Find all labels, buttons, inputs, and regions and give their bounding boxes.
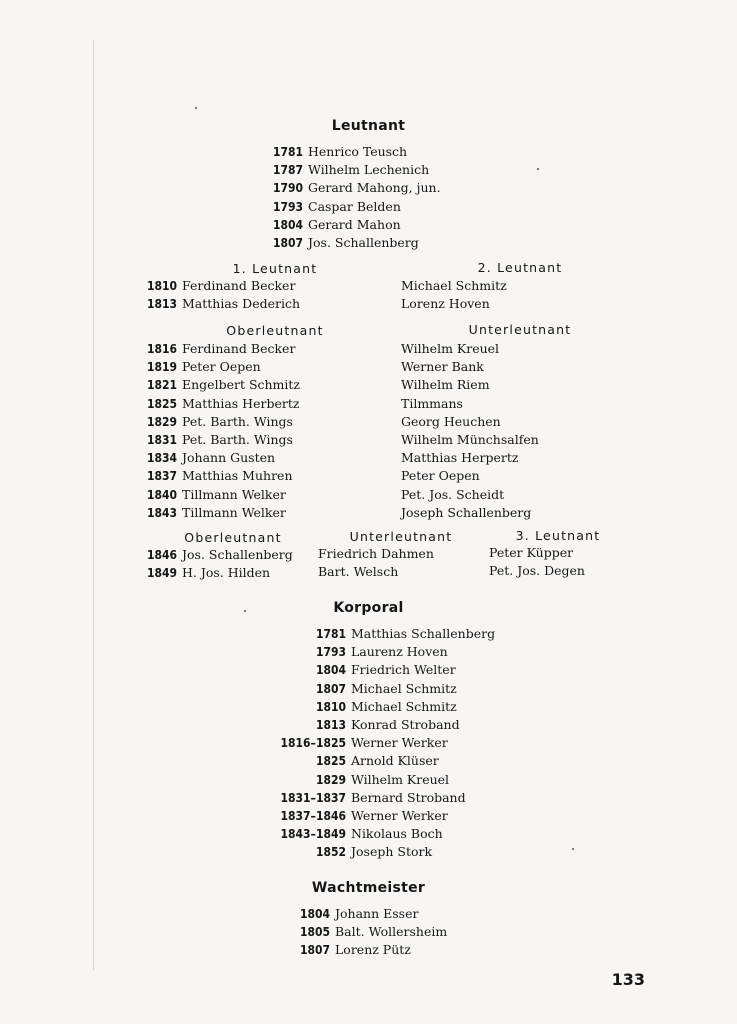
entry-year: 1807 (300, 943, 331, 958)
entry-year: 1831 (147, 432, 178, 447)
entry-name: Gerard Mahon (308, 216, 401, 232)
entry-name: Matthias Herbertz (182, 395, 300, 411)
entry-year: 1793 (273, 199, 304, 214)
list-entry (147, 395, 300, 413)
korporal-list (280, 625, 495, 861)
wachtmeister-list (300, 905, 447, 960)
entry-year: 1804 (300, 907, 331, 921)
list-entry (401, 295, 507, 313)
entry-name: Friedrich Dahmen (318, 546, 434, 561)
list-entry (147, 431, 300, 449)
entry-name: Wilhelm Kreuel (351, 771, 450, 787)
entry-name: Pet. Barth. Wings (182, 413, 293, 429)
column-heading-oberleutnant-later: Oberleutnant (184, 530, 282, 545)
entry-year: 1825 (315, 754, 346, 769)
entry-year: 1793 (315, 645, 346, 660)
entry-year: 1852 (315, 845, 346, 860)
entry-year: 1807 (315, 681, 346, 696)
list-entry (147, 376, 300, 394)
third-leutnant-list (489, 544, 585, 580)
list-entry (401, 431, 539, 449)
list-entry (401, 504, 539, 522)
entry-year: 1837–1846 (280, 808, 346, 823)
entry-name: Johann Gusten (182, 450, 276, 466)
entry-year: 1781 (315, 627, 346, 641)
entry-name: Matthias Muhren (182, 468, 293, 484)
entry-name: Matthias Herpertz (401, 450, 519, 466)
entry-year: 1790 (273, 181, 304, 196)
entry-year: 1810 (147, 279, 178, 293)
list-entry (401, 467, 539, 485)
entry-name: Pet. Barth. Wings (182, 431, 293, 447)
entry-year: 1807 (273, 235, 304, 250)
entry-year: 1810 (315, 699, 346, 714)
speck (572, 848, 574, 850)
entry-year: 1825 (147, 396, 178, 411)
entry-name: Wilhelm Münchsalfen (401, 431, 539, 447)
column-heading-third-leutnant: 3. Leutnant (515, 528, 601, 543)
entry-name: Peter Oepen (182, 359, 261, 375)
entry-name: Peter Oepen (401, 468, 480, 484)
entry-name: Wilhelm Lechenich (308, 162, 430, 178)
entry-name: Michael Schmitz (401, 278, 507, 293)
list-entry (147, 295, 300, 313)
entry-name: Caspar Belden (308, 198, 401, 214)
entry-name: Georg Heuchen (401, 413, 501, 429)
entry-name: Henrico Teusch (308, 144, 408, 159)
entry-name: Tillmann Welker (182, 504, 286, 520)
list-entry (401, 413, 539, 431)
list-entry (147, 546, 293, 564)
list-entry (401, 277, 507, 295)
entry-name: Matthias Dederich (182, 296, 301, 312)
list-entry (147, 449, 300, 467)
list-entry (147, 486, 300, 504)
entry-name: Ferdinand Becker (182, 278, 296, 293)
list-entry (273, 216, 441, 234)
entry-name: Gerard Mahong, jun. (308, 180, 441, 196)
list-entry (401, 340, 539, 358)
entry-year: 1829 (147, 414, 178, 429)
section-heading-leutnant: Leutnant (331, 118, 406, 134)
list-entry (280, 625, 495, 643)
entry-name: H. Jos. Hilden (182, 565, 271, 581)
entry-year: 1829 (315, 772, 346, 787)
list-entry (280, 680, 495, 698)
entry-name: Johann Esser (335, 906, 419, 921)
entry-year: 1804 (273, 217, 304, 232)
list-entry (273, 179, 441, 197)
entry-name: Jos. Schallenberg (182, 547, 293, 562)
entry-name: Konrad Stroband (351, 716, 460, 732)
list-entry (147, 504, 300, 522)
oberleutnant-later-list (147, 546, 293, 582)
speck (537, 168, 539, 170)
entry-name: Tilmmans (401, 395, 463, 411)
entry-name: Friedrich Welter (351, 662, 456, 678)
entry-year: 1813 (147, 297, 178, 312)
list-entry (280, 807, 495, 825)
entry-year: 1843–1849 (280, 827, 346, 842)
entry-name: Wilhelm Riem (401, 377, 490, 393)
entry-name: Werner Bank (401, 359, 484, 375)
entry-year: 1816–1825 (280, 736, 346, 751)
list-entry (489, 544, 585, 562)
oberleutnant-list (147, 340, 300, 522)
column-heading-oberleutnant: Oberleutnant (226, 323, 324, 338)
entry-year: 1846 (147, 548, 178, 562)
list-entry (147, 413, 300, 431)
list-entry (401, 449, 539, 467)
list-entry (318, 545, 434, 563)
first-leutnant-list (147, 277, 300, 313)
entry-year: 1840 (147, 487, 178, 502)
leutnant-list (273, 143, 441, 252)
entry-year: 1843 (147, 505, 178, 520)
entry-year: 1816 (147, 342, 178, 356)
entry-name: Balt. Wollersheim (335, 924, 448, 940)
list-entry (401, 395, 539, 413)
list-entry (273, 198, 441, 216)
list-entry (280, 789, 495, 807)
list-entry (147, 277, 300, 295)
list-entry (280, 716, 495, 734)
list-entry (280, 771, 495, 789)
entry-name: Wilhelm Kreuel (401, 341, 500, 356)
column-heading-second-leutnant: 2. Leutnant (477, 260, 563, 275)
list-entry (147, 340, 300, 358)
entry-year: 1805 (300, 925, 331, 940)
section-heading-wachtmeister: Wachtmeister (311, 880, 426, 896)
list-entry (401, 376, 539, 394)
list-entry (300, 941, 447, 959)
entry-name: Lorenz Hoven (401, 296, 490, 312)
entry-year: 1813 (315, 717, 346, 732)
entry-name: Jos. Schallenberg (308, 234, 419, 250)
entry-year: 1837 (147, 469, 178, 484)
list-entry (280, 661, 495, 679)
entry-name: Pet. Jos. Degen (489, 563, 585, 579)
entry-name: Arnold Klüser (351, 753, 439, 769)
list-entry (280, 825, 495, 843)
entry-name: Nikolaus Boch (351, 826, 443, 842)
entry-name: Ferdinand Becker (182, 341, 296, 356)
entry-name: Laurenz Hoven (351, 644, 448, 660)
margin-line (93, 40, 94, 970)
entry-year: 1821 (147, 378, 178, 393)
section-heading-korporal: Korporal (333, 600, 404, 616)
entry-name: Bart. Welsch (318, 564, 399, 580)
unterleutnant-later-list (318, 545, 434, 581)
entry-year: 1849 (147, 566, 178, 581)
list-entry (273, 143, 441, 161)
column-heading-first-leutnant: 1. Leutnant (232, 261, 318, 276)
entry-name: Engelbert Schmitz (182, 377, 301, 393)
page-number: 133 (611, 970, 645, 989)
entry-name: Lorenz Pütz (335, 942, 411, 958)
entry-name: Bernard Stroband (351, 789, 466, 805)
entry-year: 1831–1837 (280, 790, 346, 805)
list-entry (273, 161, 441, 179)
entry-name: Werner Werker (351, 735, 448, 751)
column-heading-unterleutnant-later: Unterleutnant (349, 529, 453, 544)
entry-year: 1787 (273, 163, 304, 178)
entry-name: Peter Küpper (489, 545, 574, 560)
entry-name: Tillmann Welker (182, 486, 286, 502)
list-entry (489, 562, 585, 580)
list-entry (147, 467, 300, 485)
entry-year: 1781 (273, 145, 304, 159)
second-leutnant-list (401, 277, 507, 313)
entry-year: 1834 (147, 451, 178, 466)
entry-name: Pet. Jos. Scheidt (401, 486, 505, 502)
entry-name: Werner Werker (351, 807, 448, 823)
list-entry (273, 234, 441, 252)
list-entry (280, 843, 495, 861)
list-entry (280, 643, 495, 661)
list-entry (318, 563, 434, 581)
entry-year: 1804 (315, 663, 346, 678)
entry-name: Joseph Stork (351, 844, 433, 860)
list-entry (401, 486, 539, 504)
list-entry (280, 752, 495, 770)
entry-year: 1819 (147, 360, 178, 375)
list-entry (300, 905, 447, 923)
list-entry (401, 358, 539, 376)
list-entry (147, 358, 300, 376)
list-entry (280, 698, 495, 716)
entry-name: Matthias Schallenberg (351, 626, 496, 641)
list-entry (300, 923, 447, 941)
unterleutnant-list (401, 340, 539, 522)
speck (195, 107, 197, 109)
list-entry (280, 734, 495, 752)
list-entry (147, 564, 293, 582)
entry-name: Michael Schmitz (351, 698, 457, 714)
entry-name: Michael Schmitz (351, 680, 457, 696)
entry-name: Joseph Schallenberg (401, 504, 532, 520)
column-heading-unterleutnant: Unterleutnant (468, 322, 572, 337)
